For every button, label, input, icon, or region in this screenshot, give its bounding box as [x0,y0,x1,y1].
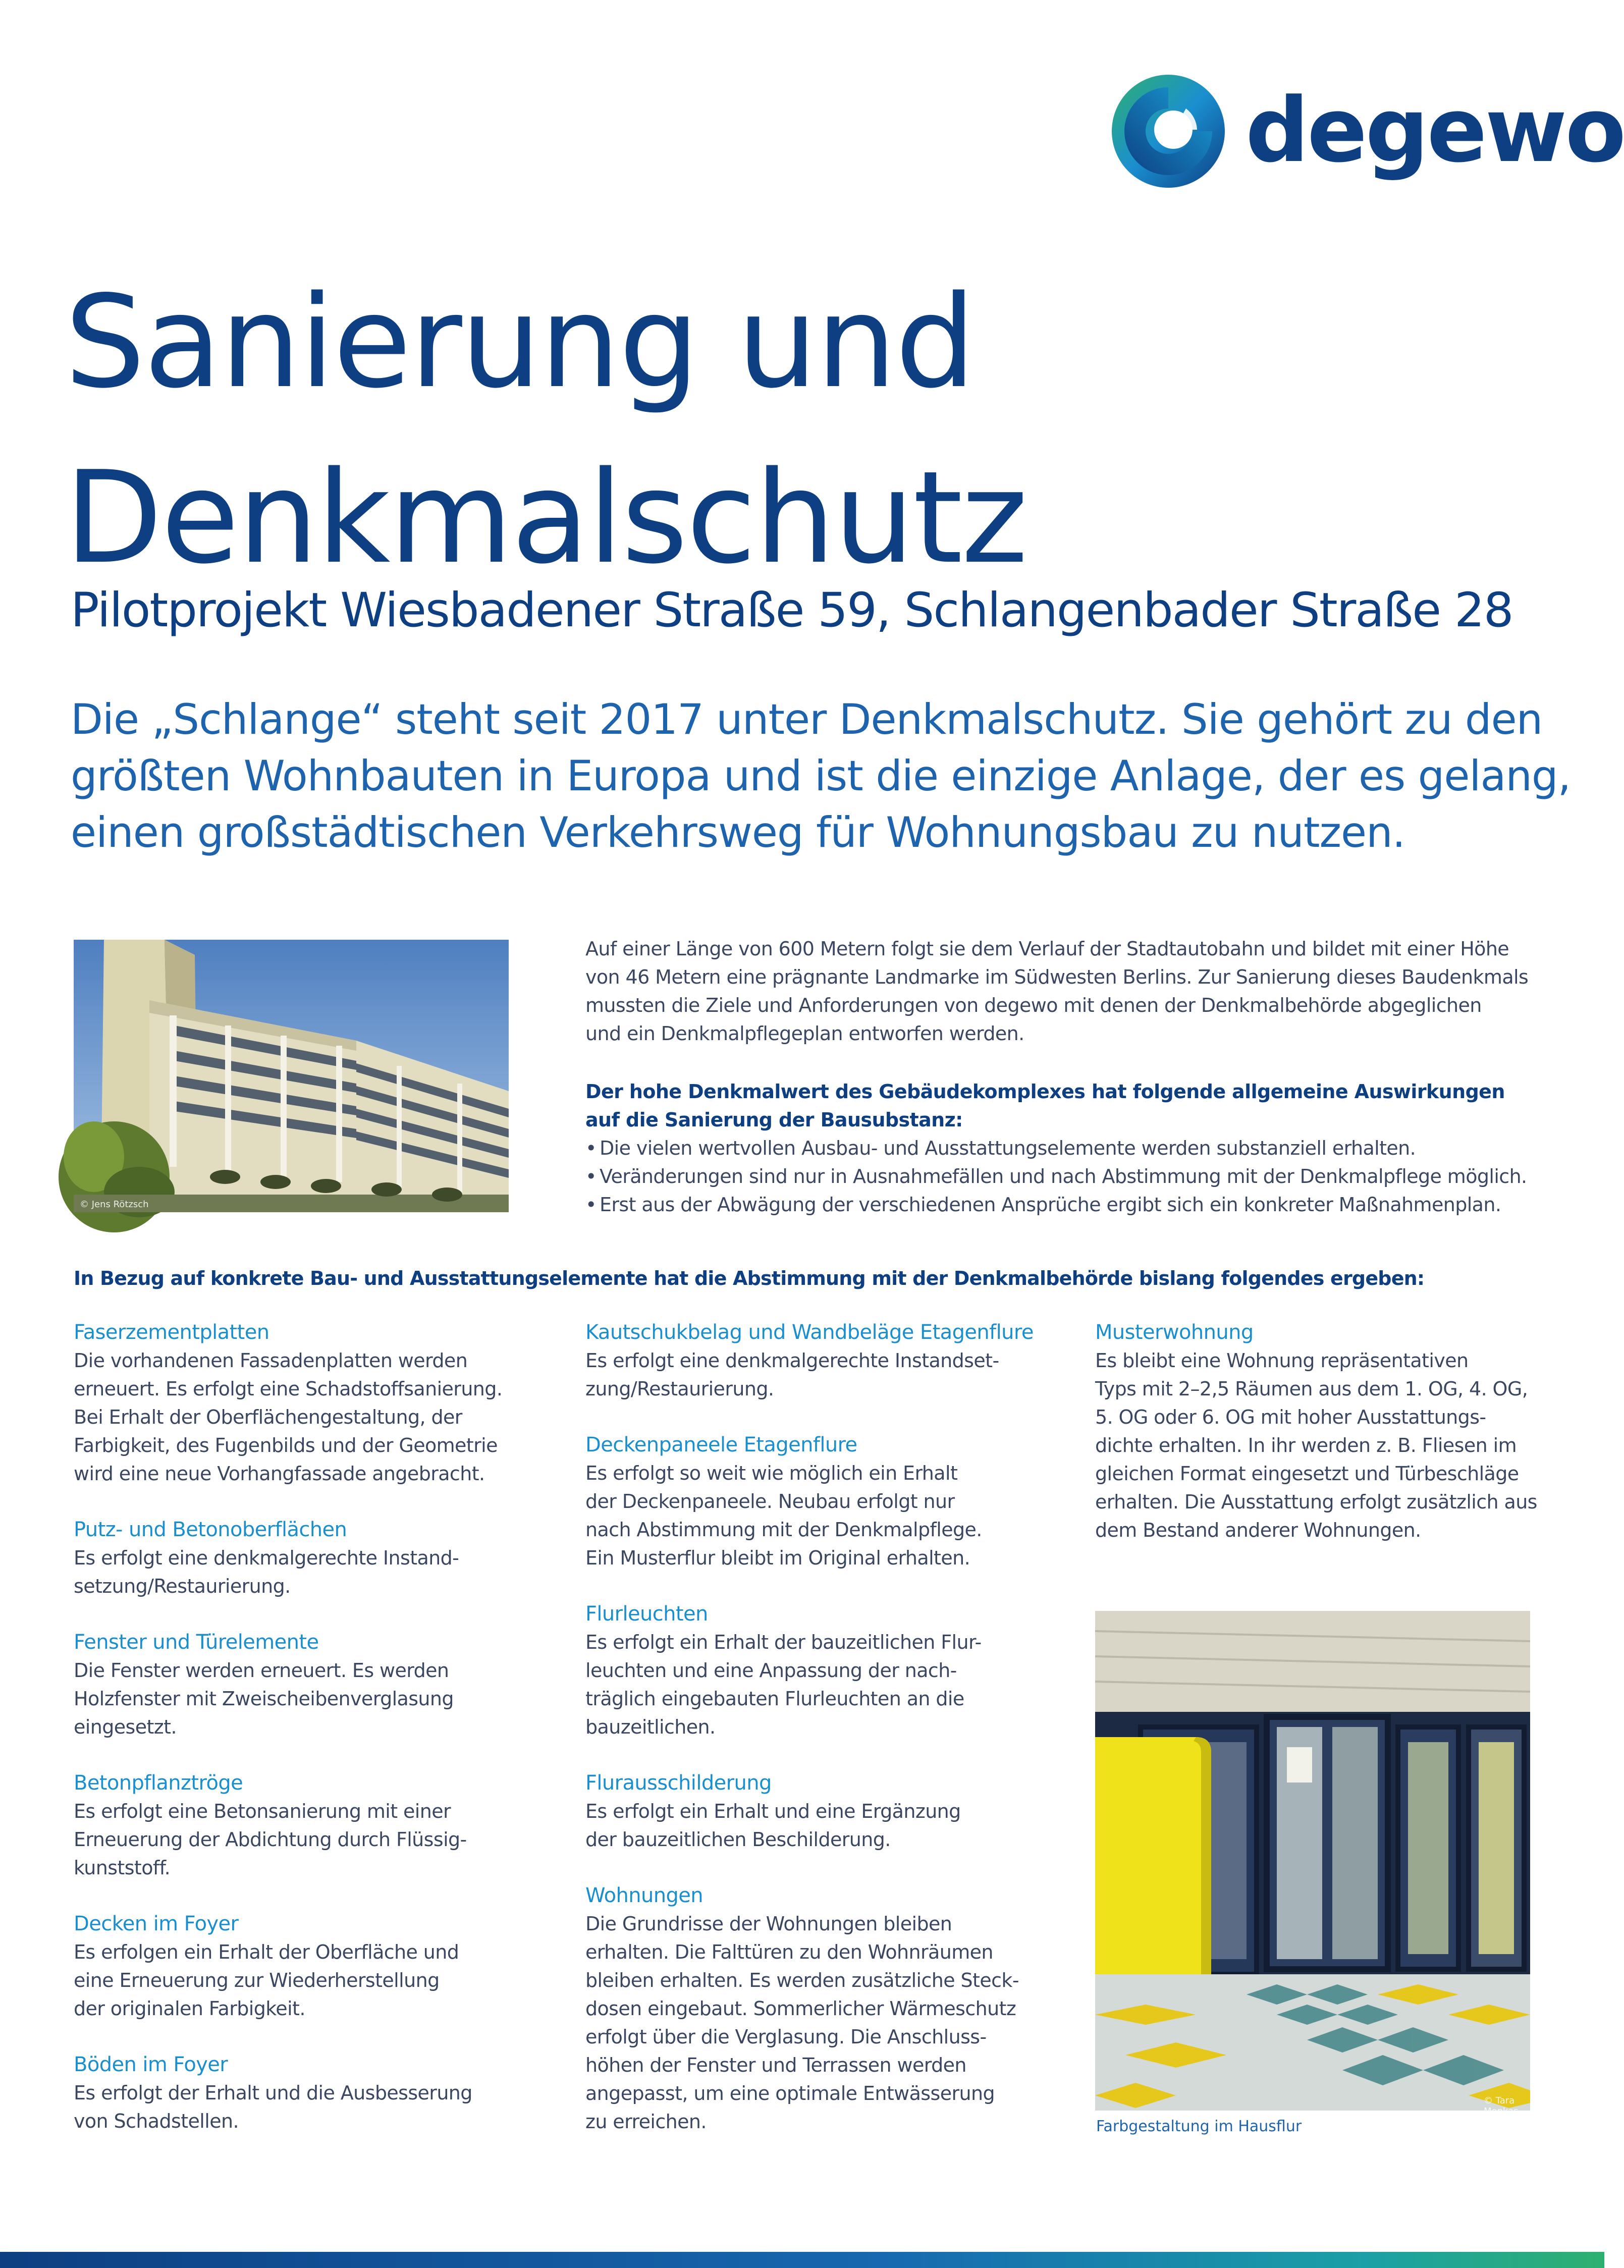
degewo-swirl-icon [1110,73,1226,189]
intro-line: und ein Denkmalpflegeplan entworfen werden. [585,1022,1024,1045]
measure-line: erneuert. Es erfolgt eine Schadstoffsanierung. [74,1378,503,1400]
measure-line: Es erfolgt eine denkmalgerechte Instandset- [585,1349,999,1372]
measure-title: Kautschukbelag und Wandbeläge Etagenflure [585,1321,1034,1344]
measure-line: Es erfolgt der Erhalt und die Ausbesserung [74,2082,472,2104]
measure-line: der bauzeitlichen Beschilderung. [585,1828,891,1851]
measure-item [585,1318,1040,1403]
measure-line: erhalten. Die Ausstattung erfolgt zusätzlich aus [1095,1491,1537,1513]
measure-title: Flurausschilderung [585,1771,772,1795]
measure-line: dosen eingebaut. Sommerlicher Wärmeschutz [585,1997,1016,2020]
measure-line: Typs mit 2–2,5 Räumen aus dem 1. OG, 4. OG, [1095,1378,1528,1400]
measure-line: der originalen Farbigkeit. [74,1997,305,2020]
measure-line: eine Erneuerung zur Wiederherstellung [74,1969,440,1991]
measure-line: Es erfolgen ein Erhalt der Oberfläche und [74,1941,459,1963]
measure-title: Fenster und Türelemente [74,1631,319,1654]
intro-line: Auf einer Länge von 600 Metern folgt sie dem Verlauf der Stadtautobahn und bildet mit einer Höhe [585,938,1509,960]
photo-credit: © Jens Rötzsch [80,1199,149,1210]
measure-title: Betonpflanztröge [74,1771,243,1795]
measure-line: Ein Musterflur bleibt im Original erhalten. [585,1547,970,1569]
foyer-illustration [1095,1611,1530,2111]
measure-line: zu erreichen. [585,2111,707,2133]
measure-line: träglich eingebauten Flurleuchten an die [585,1688,964,1710]
measure-line: von Schadstellen. [74,2110,239,2132]
measure-line: kunststoff. [74,1857,171,1879]
measure-item [585,1600,1040,1741]
building-photo [74,940,509,1212]
measure-line: Es erfolgt so weit wie möglich ein Erhalt [585,1462,958,1484]
bullet-icon: • [585,1165,597,1187]
measure-line: wird eine neue Vorhangfassade angebracht. [74,1463,485,1485]
measure-line: dichte erhalten. In ihr werden z. B. Fliesen im [1095,1434,1517,1456]
measure-title: Deckenpaneele Etagenflure [585,1433,857,1456]
measure-line: Es erfolgt ein Erhalt der bauzeitlichen Flur- [585,1631,982,1653]
lead-line: größten Wohnbauten in Europa und ist die einzige Anlage, der es gelang, [71,751,1571,800]
bullet-icon: • [585,1194,597,1216]
measure-item [74,1769,528,1882]
measure-title: Flurleuchten [585,1602,708,1626]
measure-line: Es erfolgt ein Erhalt und eine Ergänzung [585,1800,961,1822]
measure-line: Die Grundrisse der Wohnungen bleiben [585,1913,952,1935]
list-item: • Erst aus der Abwägung der verschiedenen Ansprüche ergibt sich ein konkreter Maßnahmenplan. [585,1191,1554,1219]
building-illustration [74,940,509,1212]
measure-line: Farbigkeit, des Fugenbilds und der Geometrie [74,1434,498,1456]
measure-item [74,1318,528,1488]
intro-line: von 46 Metern eine prägnante Landmarke im Südwesten Berlins. Zur Sanierung dieses Baudenkmals [585,966,1529,988]
measure-line: zung/Restaurierung. [585,1378,774,1400]
impact-heading-line: Der hohe Denkmalwert des Gebäudekomplexes hat folgende allgemeine Auswirkungen [585,1081,1505,1103]
measures-column-1 [74,1318,528,2163]
list-item: • Die vielen wertvollen Ausbau- und Ausstattungselemente werden substanziell erhalten. [585,1134,1554,1162]
measure-title: Böden im Foyer [74,2053,228,2076]
measure-line: Erneuerung der Abdichtung durch Flüssig- [74,1828,467,1851]
measure-title: Wohnungen [585,1884,703,1907]
measure-item [585,1769,1040,1854]
list-item: • Veränderungen sind nur in Ausnahmefällen und nach Abstimmung mit der Denkmalpflege möglich. [585,1162,1554,1191]
measures-column-3 [1095,1318,1549,1572]
measure-line: bleiben erhalten. Es werden zusätzliche Steck- [585,1969,1019,1991]
intro-paragraph [585,935,1544,1048]
measure-line: Es erfolgt eine denkmalgerechte Instand- [74,1547,459,1569]
measure-line: 5. OG oder 6. OG mit hoher Ausstattungs- [1095,1406,1486,1428]
measure-line: Die vorhandenen Fassadenplatten werden [74,1349,468,1372]
measure-item [1095,1318,1549,1544]
measure-line: Es bleibt eine Wohnung repräsentativen [1095,1349,1469,1372]
lead-paragraph [71,691,1571,861]
footer-color-bar [0,2252,1604,2268]
measure-line: leuchten und eine Anpassung der nach- [585,1659,957,1682]
measure-title: Decken im Foyer [74,1912,239,1935]
measure-line: setzung/Restaurierung. [74,1575,291,1597]
measure-line: angepasst, um eine optimale Entwässerung [585,2082,995,2104]
measure-title: Faserzementplatten [74,1321,269,1344]
measure-line: gleichen Format eingesetzt und Türbeschläge [1095,1463,1519,1485]
measure-title: Putz- und Betonoberflächen [74,1518,347,1541]
measure-item [585,1881,1040,2136]
measure-title: Musterwohnung [1095,1321,1254,1344]
measure-line: eingesetzt. [74,1716,177,1738]
measure-line: nach Abstimmung mit der Denkmalpflege. [585,1519,982,1541]
measure-item [74,1516,528,1600]
measure-item [585,1431,1040,1572]
impact-bullet-list [585,1134,1554,1219]
measure-line: bauzeitlichen. [585,1716,716,1738]
degewo-logo [1110,73,1624,189]
measure-line: dem Bestand anderer Wohnungen. [1095,1519,1421,1541]
foyer-photo [1095,1611,1530,2117]
title-line: Denkmalschutz [65,444,1027,592]
brand-name: degewo [1246,79,1624,182]
page-title [65,255,1427,606]
page-subtitle: Pilotprojekt Wiesbadener Straße 59, Schlangenbader Straße 28 [71,583,1513,638]
bullet-icon: • [585,1137,597,1159]
measure-line: der Deckenpaneele. Neubau erfolgt nur [585,1490,955,1513]
lead-line: einen großstädtischen Verkehrsweg für Wohnungsbau zu nutzen. [71,808,1405,857]
photo-credit: © Tara Menkas [1484,2095,1519,2117]
measures-column-2 [585,1318,1040,2164]
measure-line: höhen der Fenster und Terrassen werden [585,2054,966,2076]
lead-line: Die „Schlange“ steht seit 2017 unter Denkmalschutz. Sie gehört zu den [71,695,1543,744]
photo-caption: Farbgestaltung im Hausflur [1096,2118,1302,2135]
measure-line: erhalten. Die Falttüren zu den Wohnräumen [585,1941,993,1963]
measure-line: Bei Erhalt der Oberflächengestaltung, der [74,1406,462,1428]
measure-item [74,1628,528,1741]
impact-heading-line: auf die Sanierung der Bausubstanz: [585,1109,963,1131]
section-heading: In Bezug auf konkrete Bau- und Ausstattungselemente hat die Abstimmung mit der Denkmalbehörde bislang folgendes ergeben: [74,1267,1425,1289]
impact-heading [585,1077,1544,1134]
measure-line: Es erfolgt eine Betonsanierung mit einer [74,1800,451,1822]
measure-line: Die Fenster werden erneuert. Es werden [74,1659,449,1682]
measure-line: Holzfenster mit Zweischeibenverglasung [74,1688,454,1710]
intro-line: mussten die Ziele und Anforderungen von degewo mit denen der Denkmalbehörde abgeglichen [585,994,1482,1016]
measure-item [74,1910,528,2023]
measure-line: erfolgt über die Verglasung. Die Anschluss- [585,2026,987,2048]
measure-item [74,2050,528,2135]
title-line: Sanierung und [65,268,975,416]
